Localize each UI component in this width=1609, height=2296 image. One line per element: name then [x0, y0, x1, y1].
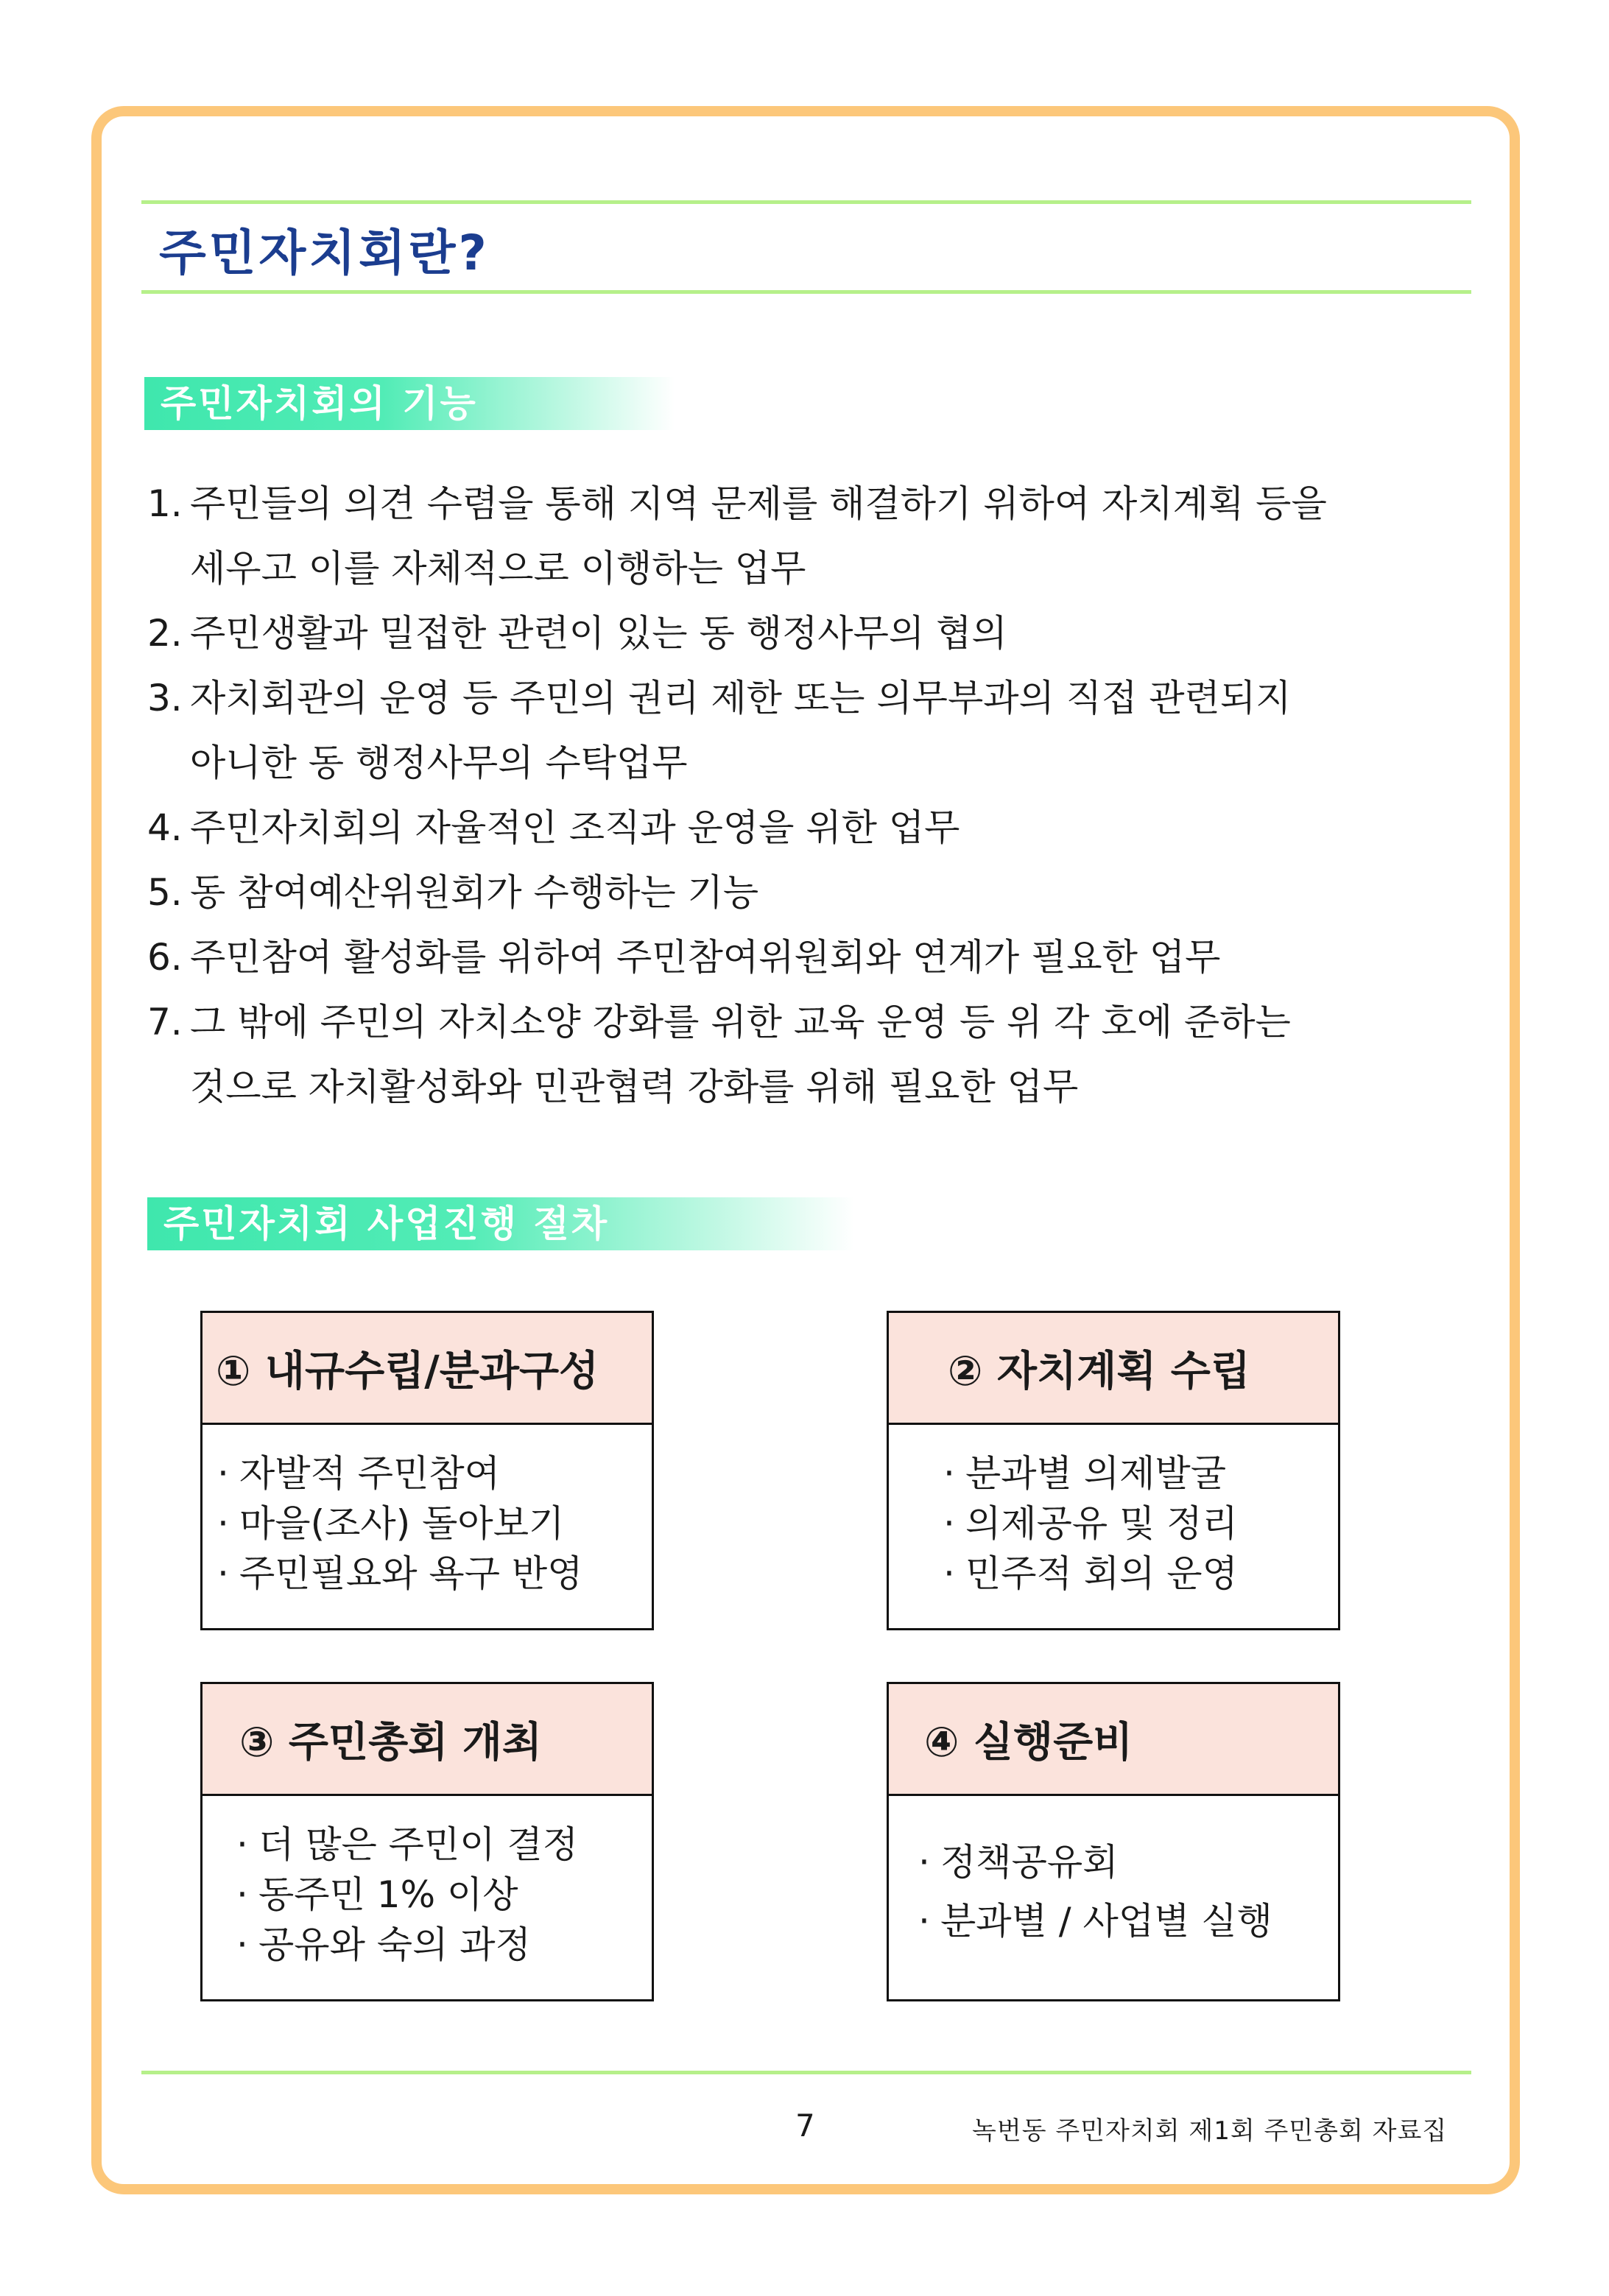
bullet-text: 분과별 / 사업별 실행 — [940, 1900, 1272, 1943]
bullet-item — [918, 1892, 1338, 1951]
bullet-item — [236, 1870, 652, 1920]
title-bottom-rule — [141, 290, 1471, 294]
bullet-mark: · — [918, 1841, 930, 1884]
item-line: 그 밖에 주민의 자치소양 강화를 위한 교육 운영 등 위 각 호에 준하는 — [190, 1001, 1291, 1043]
bullet-text: 더 많은 주민이 결정 — [258, 1823, 579, 1866]
bullet-item — [943, 1499, 1338, 1549]
step-title: ② 자치계획 수립 — [889, 1313, 1338, 1425]
step-bullets — [889, 1796, 1338, 1951]
list-item — [147, 666, 1458, 795]
bullet-item — [943, 1549, 1338, 1599]
list-item — [147, 795, 1458, 860]
list-item — [147, 925, 1458, 990]
item-number: 4. — [147, 806, 183, 849]
bullet-item — [943, 1448, 1338, 1499]
bullet-text: 공유와 숙의 과정 — [258, 1923, 531, 1966]
bullet-item — [217, 1499, 652, 1549]
section-heading-procedure: 주민자치회 사업진행 절차 — [147, 1197, 854, 1250]
step-box-4 — [887, 1682, 1340, 2001]
list-item — [147, 471, 1458, 601]
item-line: 세우고 이를 자체적으로 이행하는 업무 — [190, 547, 806, 590]
bullet-mark: · — [918, 1900, 930, 1943]
bullet-mark: · — [236, 1923, 248, 1966]
bullet-mark: · — [943, 1552, 955, 1595]
page-number: 7 — [795, 2107, 815, 2144]
bullet-text: 동주민 1% 이상 — [258, 1873, 518, 1916]
bullet-item — [236, 1920, 652, 1970]
item-line: 아니한 동 행정사무의 수탁업무 — [190, 742, 688, 784]
step-bullets — [889, 1425, 1338, 1599]
item-line: 주민들의 의견 수렴을 통해 지역 문제를 해결하기 위하여 자치계획 등을 — [190, 482, 1327, 525]
step-title: ④ 실행준비 — [889, 1684, 1338, 1796]
step-bullets — [203, 1796, 652, 1970]
bullet-text: 정책공유회 — [940, 1841, 1119, 1884]
bullet-text: 자발적 주민참여 — [239, 1452, 500, 1495]
bullet-text: 주민필요와 욕구 반영 — [239, 1552, 583, 1595]
item-number: 2. — [147, 612, 183, 655]
item-line: 주민자치회의 자율적인 조직과 운영을 위한 업무 — [190, 806, 960, 849]
item-number: 7. — [147, 1001, 183, 1043]
step-box-2 — [887, 1311, 1340, 1630]
bullet-text: 분과별 의제발굴 — [965, 1452, 1226, 1495]
bullet-text: 마을(조사) 돌아보기 — [239, 1502, 565, 1545]
bullet-mark: · — [236, 1873, 248, 1916]
bullet-item — [217, 1549, 652, 1599]
step-box-1 — [200, 1311, 654, 1630]
item-number: 6. — [147, 936, 183, 979]
item-line: 주민참여 활성화를 위하여 주민참여위원회와 연계가 필요한 업무 — [190, 936, 1221, 979]
step-bullets — [203, 1425, 652, 1599]
page-title: 주민자치회란? — [159, 225, 490, 281]
item-number: 3. — [147, 677, 183, 719]
footer-doc-title: 녹번동 주민자치회 제1회 주민총회 자료집 — [972, 2116, 1448, 2146]
title-top-rule — [141, 200, 1471, 204]
step-title: ① 내규수립/분과구성 — [203, 1313, 652, 1425]
bullet-mark: · — [217, 1552, 229, 1595]
bullet-mark: · — [943, 1502, 955, 1545]
functions-list — [147, 471, 1458, 1119]
section-heading-functions: 주민자치회의 기능 — [144, 377, 675, 430]
bullet-text: 의제공유 및 정리 — [965, 1502, 1238, 1545]
bullet-text: 민주적 회의 운영 — [965, 1552, 1238, 1595]
bullet-mark: · — [236, 1823, 248, 1866]
item-number: 1. — [147, 482, 183, 525]
list-item — [147, 860, 1458, 925]
bullet-mark: · — [217, 1452, 229, 1495]
item-line: 것으로 자치활성화와 민관협력 강화를 위해 필요한 업무 — [190, 1066, 1079, 1108]
bullet-item — [217, 1448, 652, 1499]
step-box-3 — [200, 1682, 654, 2001]
step-title: ③ 주민총회 개최 — [203, 1684, 652, 1796]
list-item — [147, 601, 1458, 666]
item-line: 주민생활과 밀접한 관련이 있는 동 행정사무의 협의 — [190, 612, 1007, 655]
bullet-mark: · — [943, 1452, 955, 1495]
item-line: 자치회관의 운영 등 주민의 권리 제한 또는 의무부과의 직접 관련되지 — [190, 677, 1292, 719]
list-item — [147, 990, 1458, 1119]
footer-rule — [141, 2071, 1471, 2074]
bullet-item — [918, 1833, 1338, 1892]
item-number: 5. — [147, 871, 183, 914]
bullet-mark: · — [217, 1502, 229, 1545]
item-line: 동 참여예산위원회가 수행하는 기능 — [190, 871, 759, 914]
bullet-item — [236, 1820, 652, 1870]
